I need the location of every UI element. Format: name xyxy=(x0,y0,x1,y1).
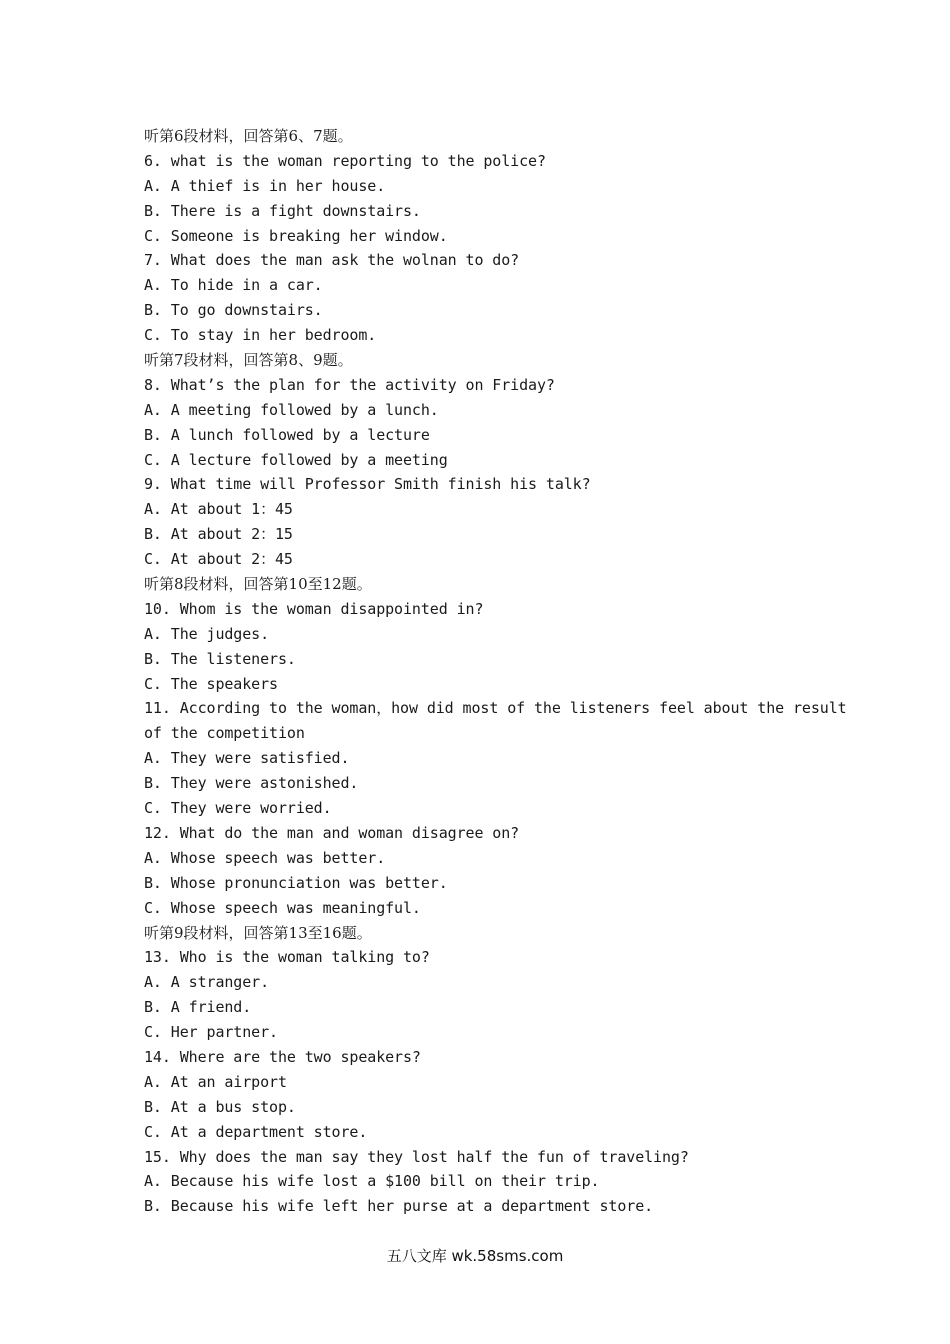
answer-option: A. At an airport xyxy=(144,1072,287,1091)
answer-option: B. Whose pronunciation was better. xyxy=(144,873,448,892)
question-text: 9. What time will Professor Smith finish his talk? xyxy=(144,475,591,494)
question-text: 15. Why does the man say they lost half the fun of traveling? xyxy=(144,1147,689,1166)
answer-option: A. The judges. xyxy=(144,624,270,643)
answer-option: A. A thief is in her house. xyxy=(144,176,386,195)
answer-option: B. At a bus stop. xyxy=(144,1097,296,1116)
answer-option: B. A friend. xyxy=(144,998,252,1017)
answer-option: B. A lunch followed by a lecture xyxy=(144,425,430,444)
answer-option: C. Her partner. xyxy=(144,1023,278,1042)
answer-option: A. At about 1：45 xyxy=(144,500,293,519)
question-text: of the competition xyxy=(144,724,305,743)
answer-option: A. Whose speech was better. xyxy=(144,848,386,867)
answer-option: B. Because his wife left her purse at a department store. xyxy=(144,1197,654,1216)
answer-option: C. Whose speech was meaningful. xyxy=(144,898,421,917)
question-text: 13. Who is the woman talking to? xyxy=(144,948,430,967)
answer-option: B. The listeners. xyxy=(144,649,296,668)
answer-option: B. They were astonished. xyxy=(144,774,359,793)
answer-option: B. There is a fight downstairs. xyxy=(144,201,421,220)
answer-option: C. The speakers xyxy=(144,674,278,693)
answer-option: C. At about 2：45 xyxy=(144,550,293,569)
answer-option: A. Because his wife lost a $100 bill on their trip. xyxy=(144,1172,600,1191)
section-heading: 听第9段材料，回答第13至16题。 xyxy=(144,923,372,942)
question-text: 11. According to the woman，how did most of the listeners feel about the result xyxy=(144,699,847,718)
question-text: 10. Whom is the woman disappointed in? xyxy=(144,599,484,618)
footer-watermark: 五八文库 wk.58sms.com xyxy=(386,1247,564,1265)
document-body xyxy=(144,124,847,1219)
answer-option: A. A meeting followed by a lunch. xyxy=(144,400,439,419)
answer-option: C. To stay in her bedroom. xyxy=(144,326,377,345)
answer-option: C. Someone is breaking her window. xyxy=(144,226,448,245)
section-heading: 听第6段材料，回答第6、7题。 xyxy=(144,127,353,145)
question-text: 8. What’s the plan for the activity on Friday? xyxy=(144,375,555,394)
question-text: 12. What do the man and woman disagree on? xyxy=(144,823,520,842)
answer-option: C. A lecture followed by a meeting xyxy=(144,450,448,469)
answer-option: B. At about 2：15 xyxy=(144,525,293,544)
answer-option: B. To go downstairs. xyxy=(144,301,323,320)
answer-option: A. A stranger. xyxy=(144,973,270,992)
answer-option: A. To hide in a car. xyxy=(144,276,323,295)
answer-option: C. They were worried. xyxy=(144,799,332,818)
section-heading: 听第7段材料，回答第8、9题。 xyxy=(144,351,353,370)
question-text: 14. Where are the two speakers? xyxy=(144,1047,421,1066)
question-text: 7. What does the man ask the wolnan to do? xyxy=(144,251,520,270)
answer-option: A. They were satisfied. xyxy=(144,749,350,768)
question-text: 6. what is the woman reporting to the police? xyxy=(144,151,546,170)
answer-option: C. At a department store. xyxy=(144,1122,368,1141)
section-heading: 听第8段材料，回答第10至12题。 xyxy=(144,575,372,594)
